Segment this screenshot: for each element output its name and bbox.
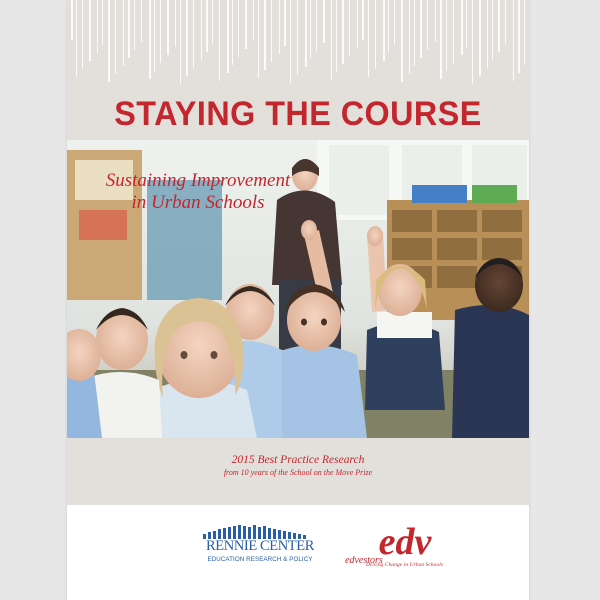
rennie-center-tagline: EDUCATION RESEARCH & POLICY [207, 556, 313, 563]
barcode-line [206, 0, 208, 52]
barcode-line [258, 0, 259, 78]
barcode-line [435, 0, 436, 42]
barcode-line [238, 0, 239, 57]
barcode-line [115, 0, 116, 74]
barcode-line [167, 0, 169, 55]
barcode-line [368, 0, 369, 77]
cover-subtitle [67, 170, 329, 214]
edvestors-wordmark: edvestors [345, 555, 383, 564]
barcode-line [440, 0, 442, 79]
barcode-line [446, 0, 447, 71]
barcode-line [414, 0, 415, 66]
barcode-line [160, 0, 161, 63]
barcode-line [401, 0, 403, 82]
barcode-line [82, 0, 83, 69]
barcode-line [284, 0, 286, 46]
barcode-line [279, 0, 280, 54]
barcode-line [388, 0, 389, 53]
barcode-line [472, 0, 473, 84]
subtitle-line-2: in Urban Schools [131, 192, 265, 213]
decorative-barcode-lines [67, 0, 529, 90]
research-subtitle: from 10 years of the School on the Move Prize [223, 468, 373, 477]
barcode-line [128, 0, 130, 58]
barcode-line [383, 0, 385, 61]
barcode-line [466, 0, 467, 47]
barcode-line [349, 0, 350, 56]
barcode-line [427, 0, 428, 50]
barcode-line [141, 0, 142, 42]
barcode-line [316, 0, 317, 51]
barcode-line [461, 0, 463, 55]
barcode-line [357, 0, 358, 48]
barcode-line [134, 0, 135, 50]
barcode-line [305, 0, 307, 67]
svg-text:edv: edv [378, 521, 432, 563]
barcode-line [76, 0, 77, 77]
title-band [67, 0, 529, 140]
rennie-center-logo-mark [203, 525, 318, 539]
barcode-line [487, 0, 488, 68]
barcode-line [331, 0, 332, 80]
edvestors-logo [345, 518, 465, 564]
barcode-line [232, 0, 233, 65]
barcode-line [492, 0, 493, 60]
cover-title: STAYING THE COURSE [114, 95, 482, 133]
report-cover [67, 0, 529, 600]
barcode-line [342, 0, 344, 64]
barcode-line [409, 0, 410, 74]
barcode-line [264, 0, 266, 70]
barcode-line [108, 0, 110, 82]
edvestors-tagline: Driving Change in Urban Schools [366, 562, 444, 568]
barcode-line [193, 0, 194, 68]
barcode-line [253, 0, 254, 41]
rennie-center-name: RENNIE CENTER [206, 538, 314, 554]
barcode-line [290, 0, 291, 83]
barcode-line [297, 0, 298, 75]
barcode-line [362, 0, 364, 40]
barcode-line [505, 0, 506, 44]
barcode-line [175, 0, 176, 47]
barcode-line [513, 0, 514, 81]
subtitle-line-1: Sustaining Improvement [105, 170, 291, 191]
barcode-line [123, 0, 124, 66]
barcode-line [453, 0, 454, 63]
barcode-line [375, 0, 376, 69]
barcode-line [420, 0, 422, 58]
barcode-line [89, 0, 91, 61]
barcode-line [219, 0, 220, 81]
barcode-line [518, 0, 520, 73]
barcode-line [336, 0, 337, 72]
barcode-line [498, 0, 500, 52]
barcode-line [212, 0, 213, 44]
barcode-line [245, 0, 247, 49]
barcode-line [149, 0, 151, 79]
barcode-line [227, 0, 229, 73]
barcode-line [479, 0, 481, 76]
research-title: 2015 Best Practice Research [231, 454, 365, 466]
barcode-line [180, 0, 181, 84]
barcode-line [186, 0, 188, 76]
barcode-line [394, 0, 395, 45]
barcode-line [310, 0, 311, 59]
barcode-line [323, 0, 325, 43]
barcode-line [201, 0, 202, 60]
barcode-line [97, 0, 98, 53]
barcode-line [102, 0, 103, 45]
barcode-line [524, 0, 525, 65]
barcode-line [71, 0, 73, 40]
barcode-line [271, 0, 272, 62]
barcode-line [154, 0, 155, 71]
